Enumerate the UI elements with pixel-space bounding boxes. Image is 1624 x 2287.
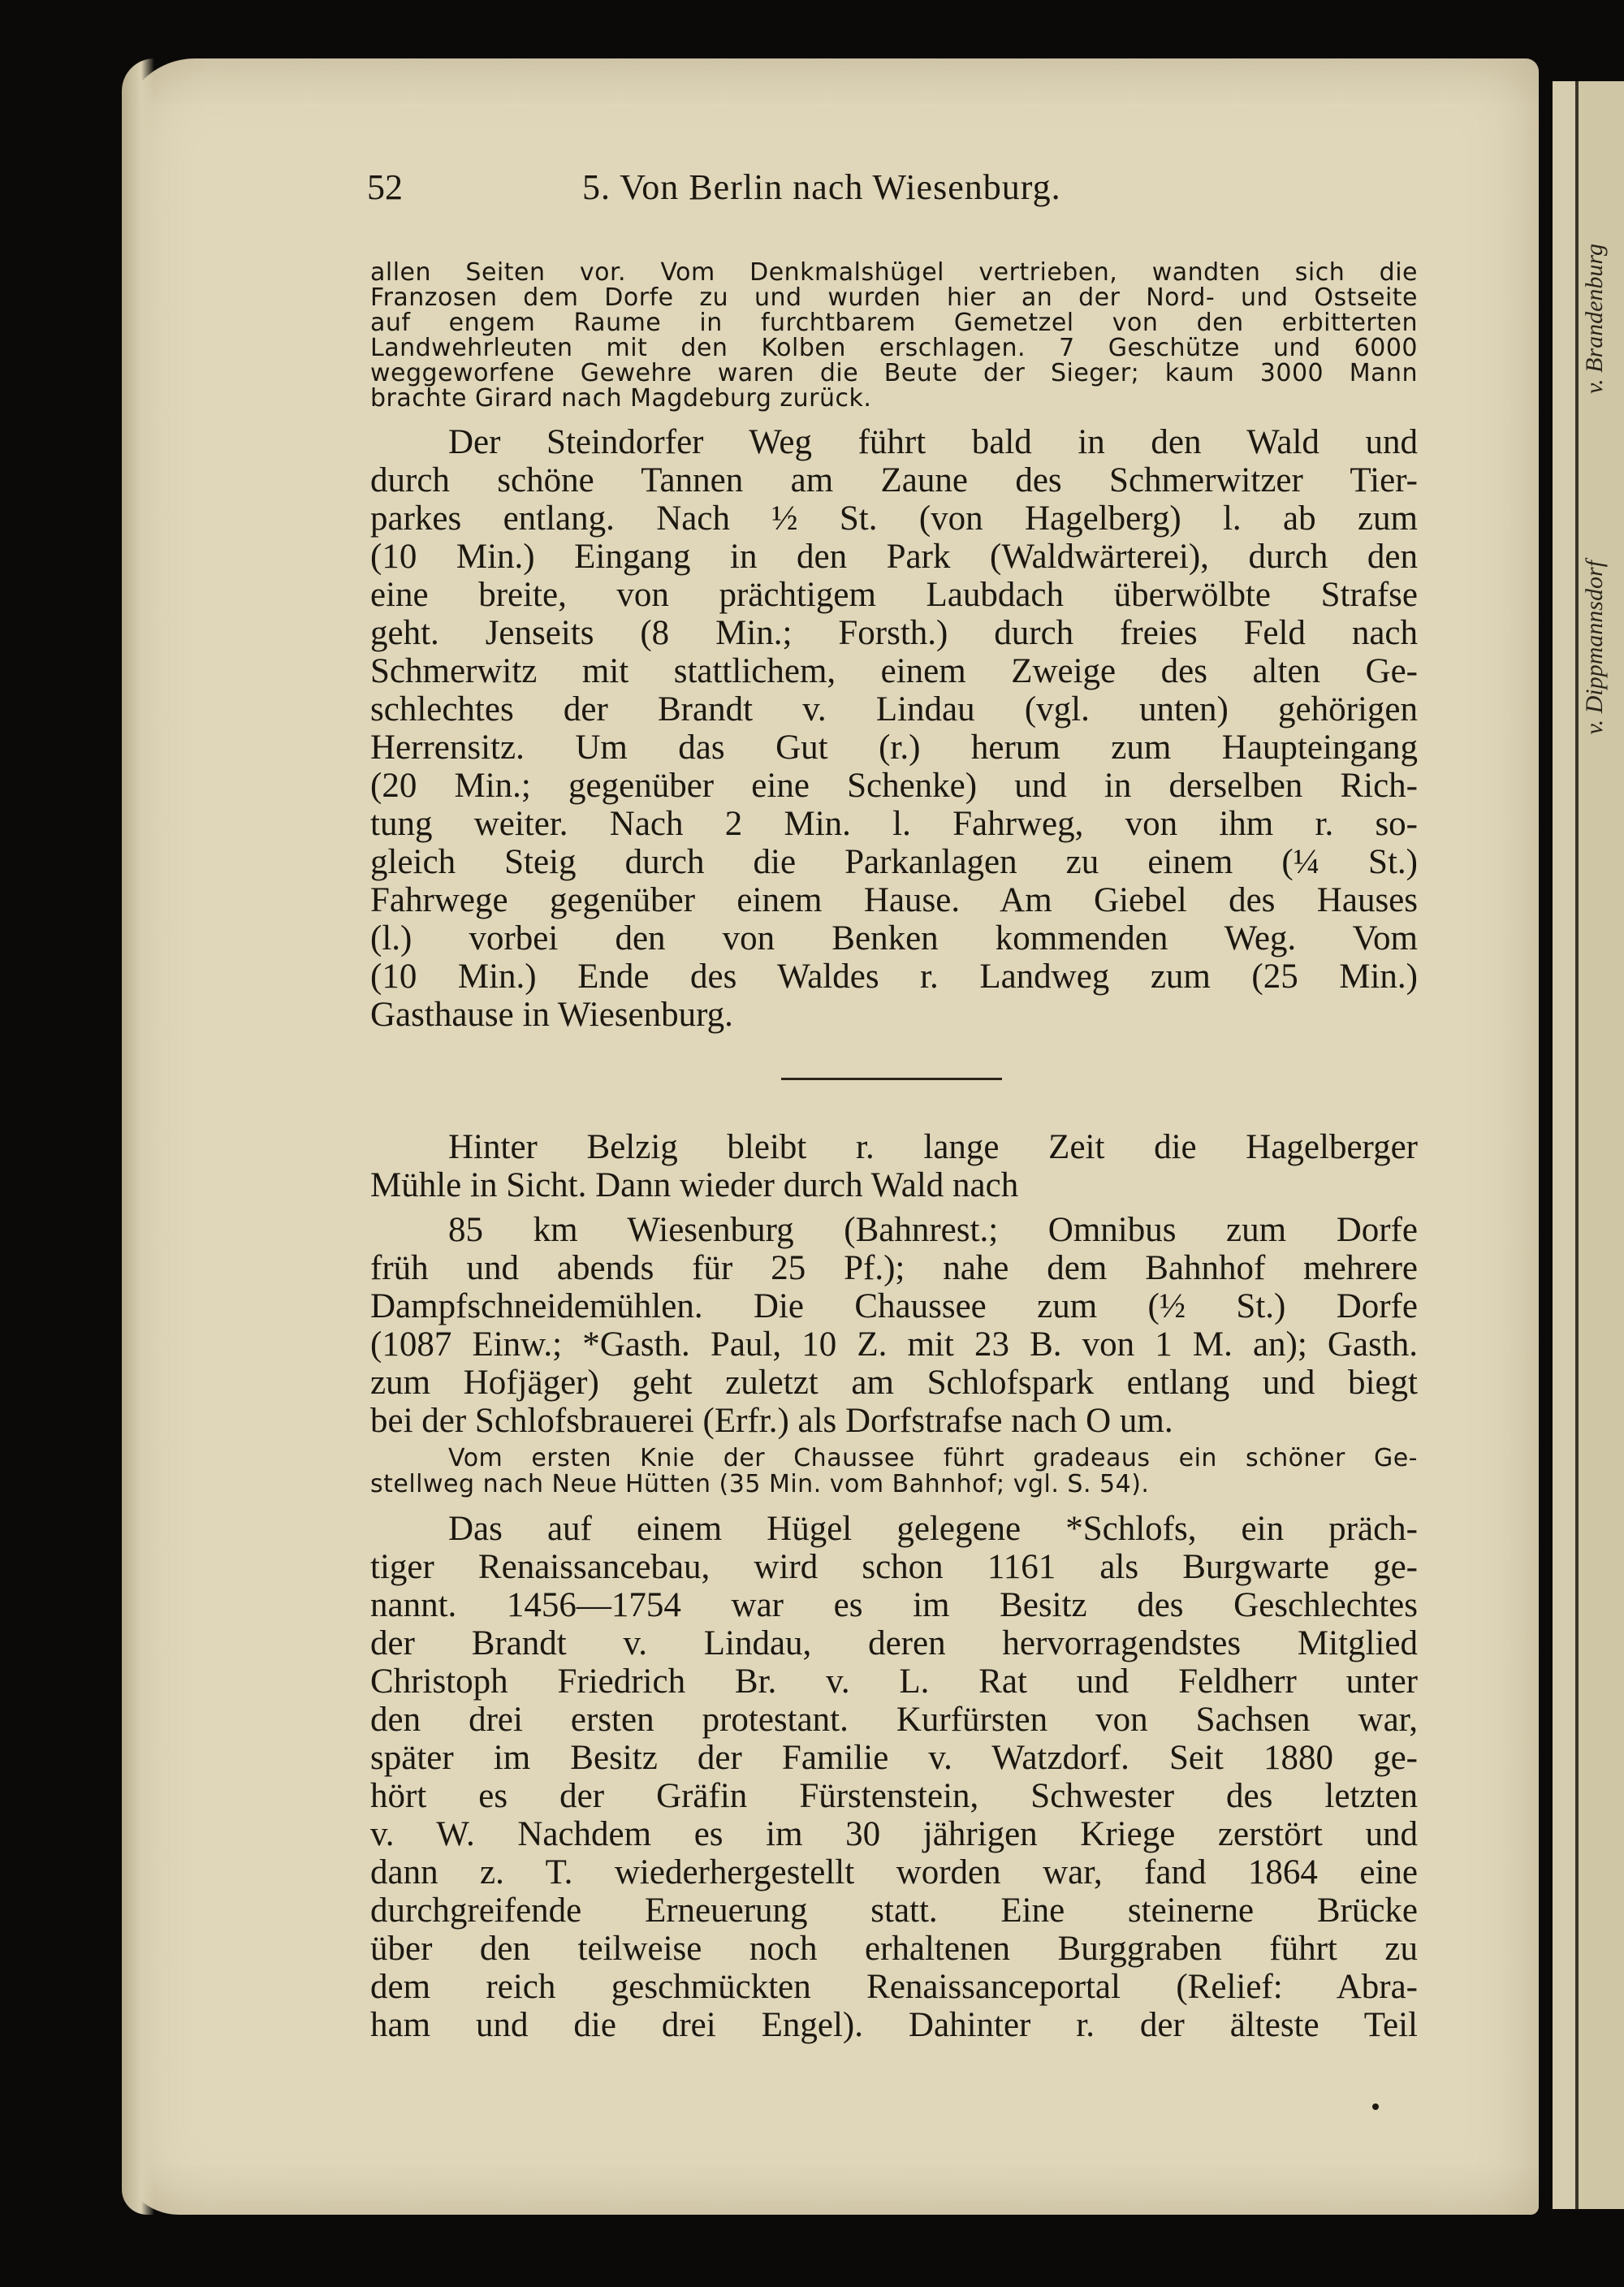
chapter-title: 5. Von Berlin nach Wiesenburg.	[582, 167, 1061, 207]
text-line: durch schöne Tannen am Zaune des Schmerwitzer Tier-	[370, 461, 1418, 499]
text-line: (20 Min.; gegenüber eine Schenke) und in derselben Rich-	[370, 767, 1418, 805]
text-line: parkes entlang. Nach ½ St. (von Hagelberg) l. ab zum	[370, 499, 1418, 538]
page-edge	[122, 58, 154, 2215]
text-line: tung weiter. Nach 2 Min. l. Fahrweg, von ihm r. so-	[370, 805, 1418, 843]
text-line: den drei ersten protestant. Kurfürsten von Sachsen war,	[370, 1701, 1418, 1739]
text-line: Der Steindorfer Weg führt bald in den Wald und	[448, 423, 1418, 461]
text-line: eine breite, von prächtigem Laubdach überwölbte Strafse	[370, 576, 1418, 614]
text-line: schlechtes der Brandt v. Lindau (vgl. unten) gehörigen	[370, 690, 1418, 728]
text-line: Franzosen dem Dorfe zu und wurden hier an der Nord- und Ostseite	[370, 283, 1418, 312]
text-line: auf engem Raume in furchtbarem Gemetzel von den erbitterten	[370, 309, 1418, 337]
text-line: durchgreifende Erneuerung statt. Eine steinerne Brücke	[370, 1891, 1418, 1930]
text-line: über den teilweise noch erhaltenen Burggraben führt zu	[370, 1930, 1418, 1968]
text-line: Herrensitz. Um das Gut (r.) herum zum Haupteingang	[370, 728, 1418, 767]
text-line: Schmerwitz mit stattlichem, einem Zweige des alten Ge-	[370, 652, 1418, 690]
text-line: bei der Schlofsbrauerei (Erfr.) als Dorfstrafse nach O um.	[370, 1402, 1173, 1440]
text-line: Hinter Belzig bleibt r. lange Zeit die Hagelberger	[448, 1128, 1418, 1166]
text-line: (l.) vorbei den von Benken kommenden Weg. Vom	[370, 919, 1418, 958]
text-line: v. W. Nachdem es im 30 jährigen Kriege zerstört und	[370, 1815, 1418, 1853]
text-line: geht. Jenseits (8 Min.; Forsth.) durch freies Feld nach	[370, 614, 1418, 652]
text-line: weggeworfene Gewehre waren die Beute der Sieger; kaum 3000 Mann	[370, 359, 1418, 387]
section-divider	[781, 1078, 1002, 1080]
text-line: zum Hofjäger) geht zuletzt am Schlofspark entlang und biegt	[370, 1364, 1418, 1402]
text-line: (10 Min.) Eingang in den Park (Waldwärterei), durch den	[370, 538, 1418, 576]
text-line: Dampfschneidemühlen. Die Chaussee zum (½ St.) Dorfe	[370, 1287, 1418, 1325]
text-line: stellweg nach Neue Hütten (35 Min. vom Bahnhof; vgl. S. 54).	[370, 1470, 1150, 1498]
text-line: (10 Min.) Ende des Waldes r. Landweg zum (25 Min.)	[370, 958, 1418, 996]
text-line: später im Besitz der Familie v. Watzdorf. Seit 1880 ge-	[370, 1739, 1418, 1777]
text-line: gleich Steig durch die Parkanlagen zu einem (¼ St.)	[370, 843, 1418, 881]
text-line: allen Seiten vor. Vom Denkmalshügel vertrieben, wandten sich die	[370, 258, 1418, 287]
text-line: früh und abends für 25 Pf.); nahe dem Bahnhof mehrere	[370, 1249, 1418, 1287]
text-line: Gasthause in Wiesenburg.	[370, 996, 733, 1034]
map-label-brandenburg: v. Brandenburg	[1581, 244, 1608, 394]
text-line: tiger Renaissancebau, wird schon 1161 als Burgwarte ge-	[370, 1548, 1418, 1586]
text-line: Landwehrleuten mit den Kolben erschlagen. 7 Geschütze und 6000	[370, 334, 1418, 362]
text-line: Vom ersten Knie der Chaussee führt gradeaus ein schöner Ge-	[448, 1444, 1418, 1472]
text-line: Das auf einem Hügel gelegene *Schlofs, ein präch-	[448, 1510, 1418, 1548]
ink-mark	[1372, 2103, 1379, 2110]
text-line: nannt. 1456—1754 war es im Besitz des Geschlechtes	[370, 1586, 1418, 1624]
text-line: ham und die drei Engel). Dahinter r. der älteste Teil	[370, 2006, 1418, 2044]
text-line: hört es der Gräfin Fürstenstein, Schwester des letzten	[370, 1777, 1418, 1815]
text-line: dem reich geschmückten Renaissanceportal (Relief: Abra-	[370, 1968, 1418, 2006]
text-line: (1087 Einw.; *Gasth. Paul, 10 Z. mit 23 B. von 1 M. an); Gasth.	[370, 1325, 1418, 1364]
page-header	[367, 166, 1423, 215]
text-line: 85 km Wiesenburg (Bahnrest.; Omnibus zum Dorfe	[448, 1211, 1418, 1249]
page-number: 52	[367, 167, 403, 207]
fold-out-map-edge	[1575, 81, 1624, 2209]
text-line: Fahrwege gegenüber einem Hause. Am Giebel des Hauses	[370, 881, 1418, 919]
text-line: Mühle in Sicht. Dann wieder durch Wald nach	[370, 1166, 1019, 1204]
text-line: dann z. T. wiederhergestellt worden war, fand 1864 eine	[370, 1853, 1418, 1891]
text-line: Christoph Friedrich Br. v. L. Rat und Feldherr unter	[370, 1662, 1418, 1701]
text-line: der Brandt v. Lindau, deren hervorragendstes Mitglied	[370, 1624, 1418, 1662]
map-label-dippmannsdorf: v. Dippmannsdorf	[1581, 560, 1608, 735]
text-line: brachte Girard nach Magdeburg zurück.	[370, 384, 872, 413]
